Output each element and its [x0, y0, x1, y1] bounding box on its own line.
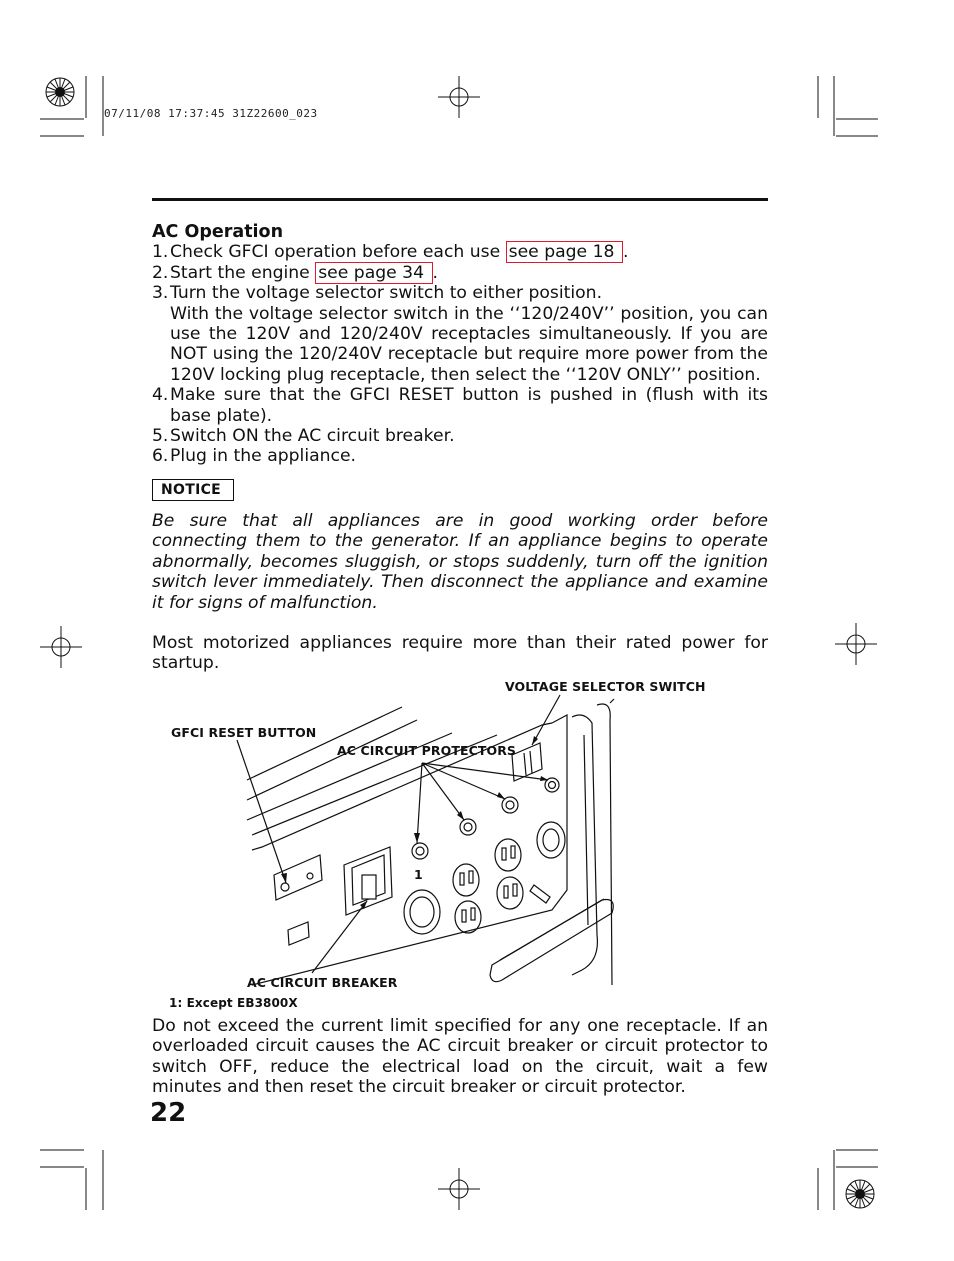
label-callout-1: 1 [414, 867, 423, 882]
ac-operation-section [152, 222, 768, 674]
notice-badge: NOTICE [152, 479, 234, 501]
label-ac-circuit-protectors: AC CIRCUIT PROTECTORS [337, 743, 517, 758]
step-1: 1. Check GFCI operation before each use see page 18 . [152, 242, 629, 263]
step-2: 2. Start the engine see page 34 . [152, 262, 438, 283]
step-4: 4. Make sure that the GFCI RESET button is pushed in (flush with its base plate). [152, 385, 768, 426]
print-stamp: 07/11/08 17:37:45 31Z22600_023 [104, 107, 318, 120]
diagram-footnote: 1: Except EB3800X [169, 996, 298, 1010]
section-heading: AC Operation [152, 222, 284, 242]
step-3: 3. Turn the voltage selector switch to either position. With the voltage selector switch in the ‘‘120/240V’’ position, you can use the 120V and 120/240V receptacles simultaneously. If you are NOT using the 120/240V receptacle but require more power from the 120V locking plug receptacle, then select the ‘‘120V ONLY’’ position. [152, 283, 768, 385]
motor-note: Most motorized appliances require more than their rated power for startup. [152, 632, 768, 674]
label-gfci-reset-button: GFCI RESET BUTTON [171, 725, 317, 740]
page-number: 22 [150, 1098, 187, 1128]
closing-paragraph: Do not exceed the current limit specified for any one receptacle. If an overloaded circuit causes the AC circuit breaker or circuit protector to switch OFF, reduce the electrical load on the circuit, wait a few minutes and then reset the circuit breaker or circuit protector. [152, 1016, 768, 1098]
header-rule [152, 198, 768, 201]
steps-list [152, 242, 768, 466]
label-ac-circuit-breaker: AC CIRCUIT BREAKER [247, 975, 398, 990]
step-3-detail: With the voltage selector switch in the ‘‘120/240V’’ position, you can use the 120V and 120/240V receptacles simultaneously. If you are NOT using the 120/240V receptacle but require more power from the 120V locking plug receptacle, then select the ‘‘120V ONLY’’ position. [170, 303, 768, 385]
step-6: 6. Plug in the appliance. [152, 446, 357, 467]
see-page-18-link[interactable]: see page 18 [506, 241, 623, 263]
notice-text: Be sure that all appliances are in good working order before connecting them to the generator. If an appliance begins to operate abnormally, becomes sluggish, or stops suddenly, turn off the ignition switch lever immediately. Then disconnect the appliance and examine it for signs of malfunction. [152, 510, 768, 613]
see-page-34-link[interactable]: see page 34 [315, 262, 432, 284]
label-voltage-selector-switch: VOLTAGE SELECTOR SWITCH [505, 679, 706, 694]
step-5: 5. Switch ON the AC circuit breaker. [152, 426, 455, 447]
generator-panel-diagram [152, 675, 768, 1015]
